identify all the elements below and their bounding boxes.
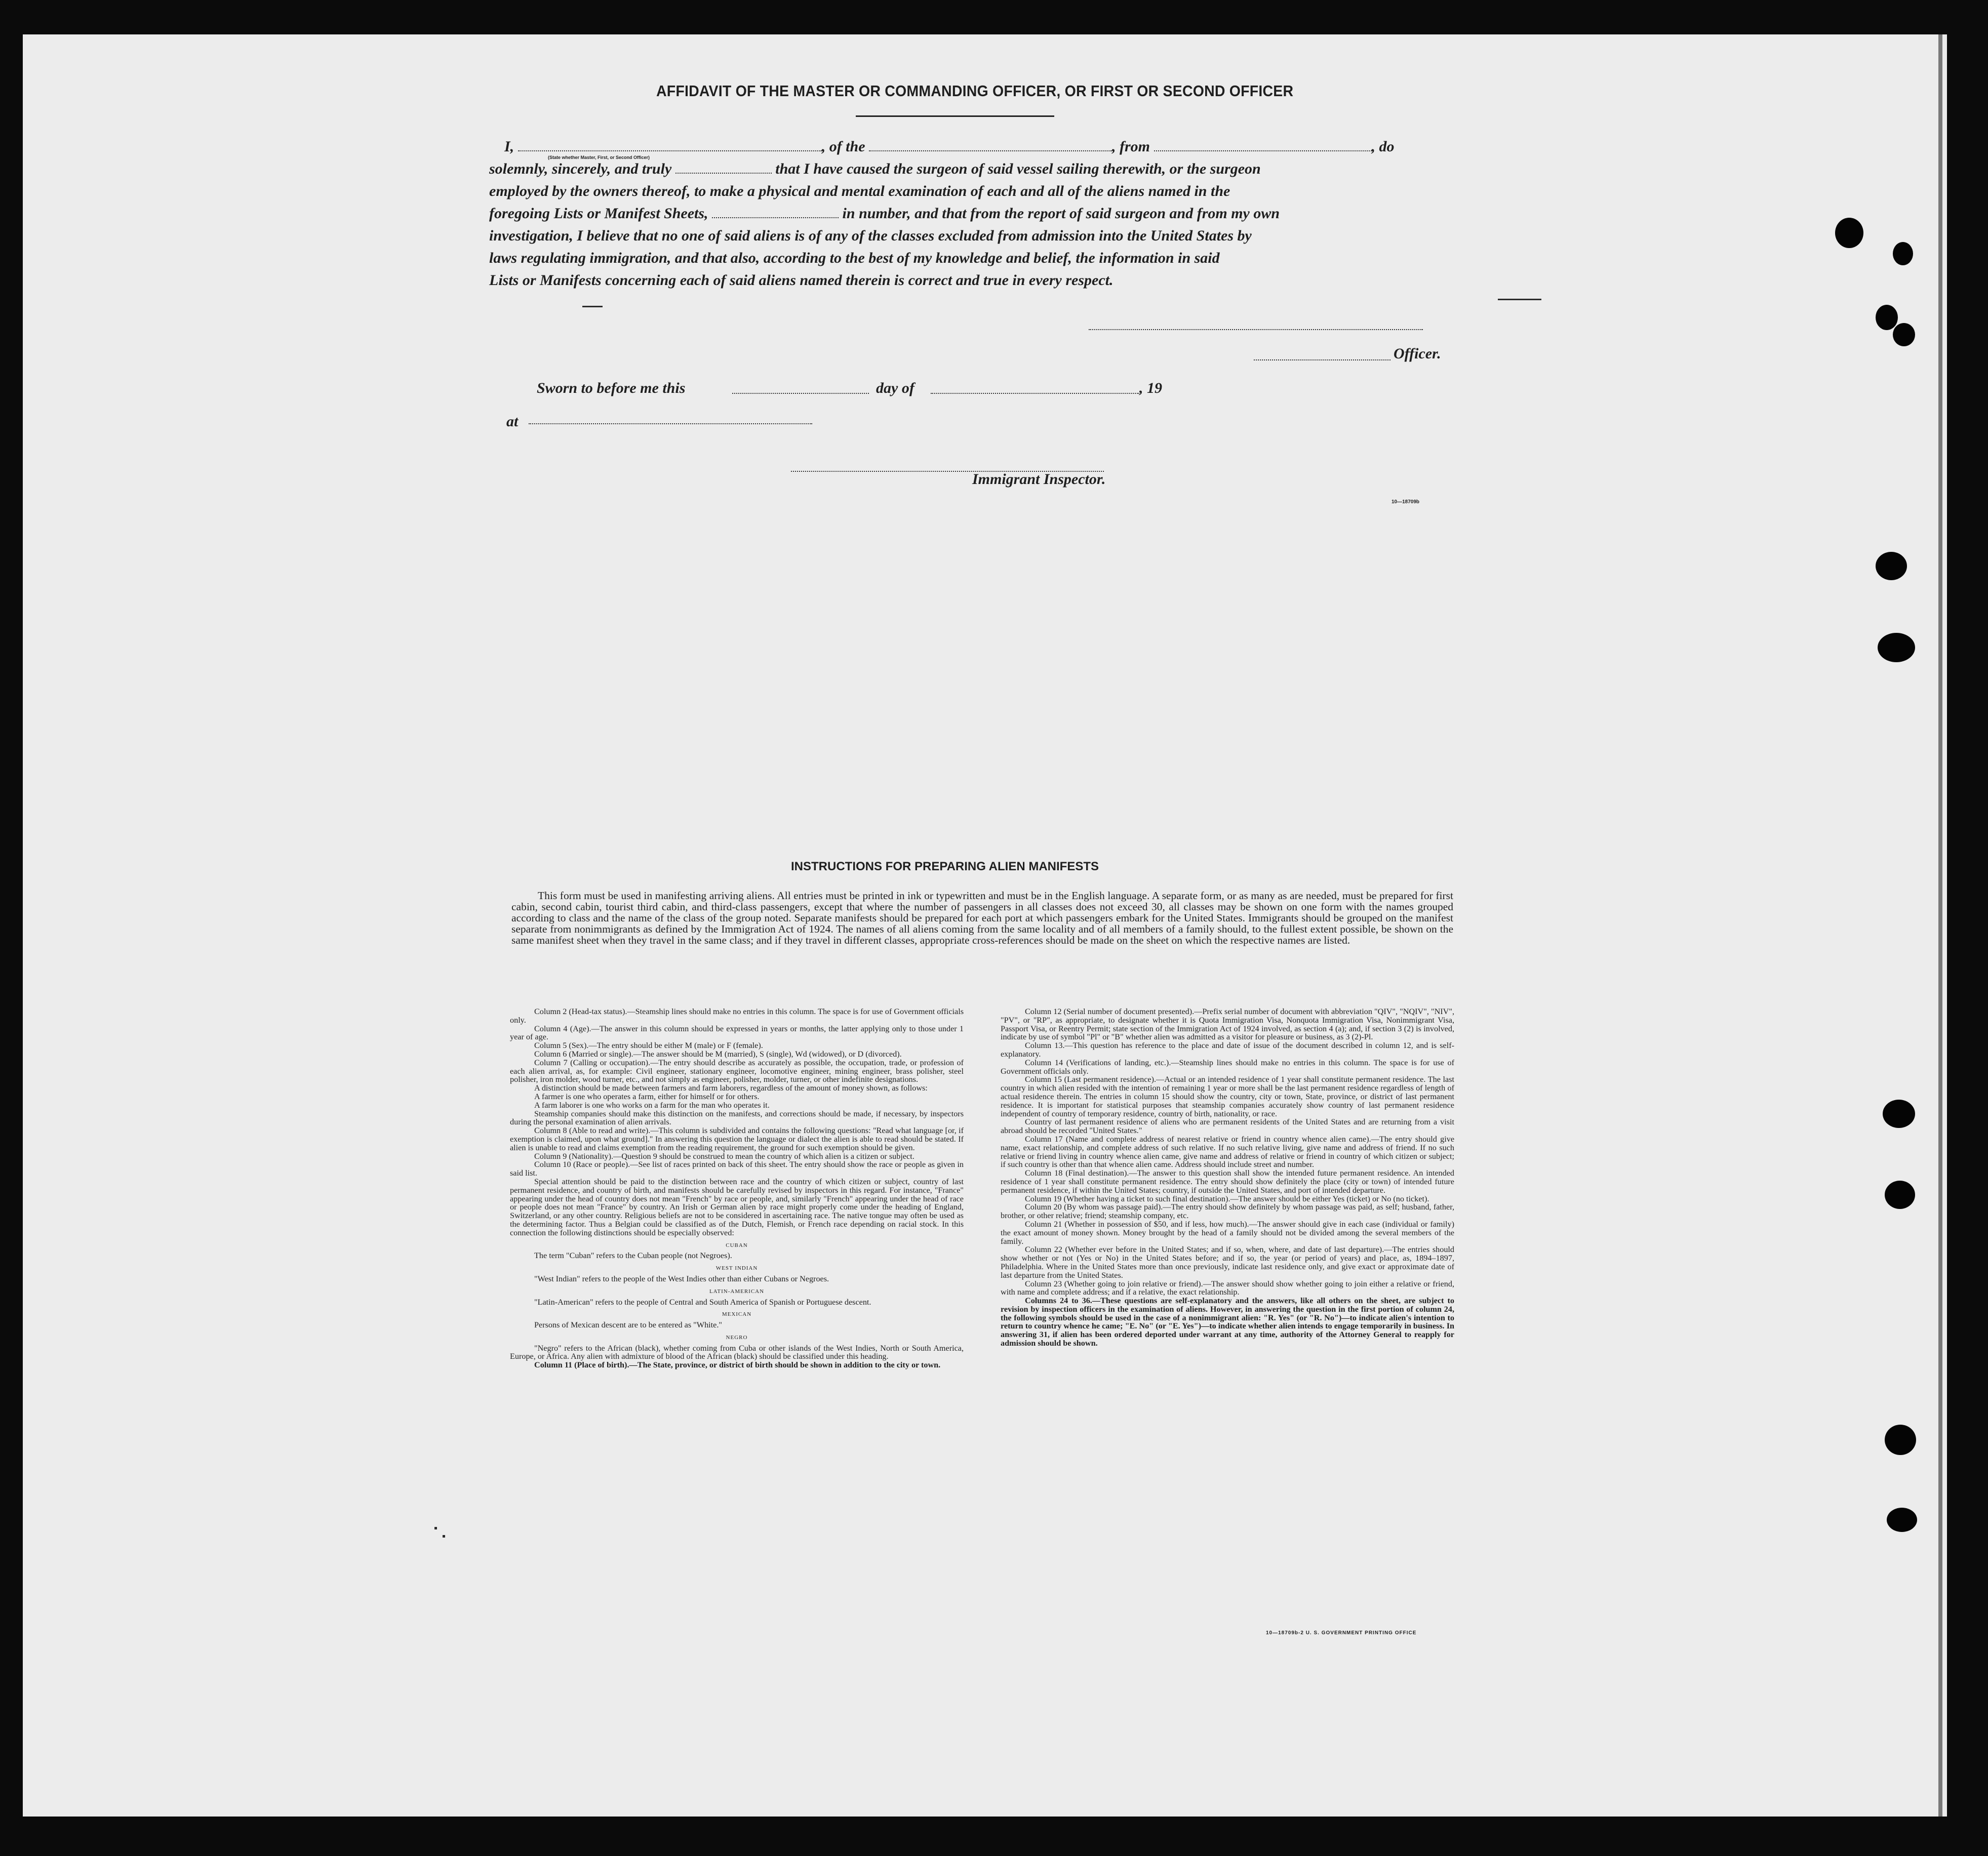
race-heading-negro: NEGRO xyxy=(726,1334,748,1341)
punch-hole xyxy=(1885,1181,1915,1209)
instruction-paragraph: Column 9 (Nationality).—Question 9 should be construed to mean the country of which alien is a citizen or subject. xyxy=(534,1151,915,1161)
race-definition-mexican: Persons of Mexican descent are to be entered as "White." xyxy=(534,1320,723,1330)
punch-hole xyxy=(1883,1100,1915,1128)
instruction-paragraph: Column 6 (Married or single).—The answer should be M (married), S (single), Wd (widowed), or D (divorced). xyxy=(534,1049,902,1059)
instruction-paragraph: Steamship companies should make this distinction on the manifests, and corrections should be made, if necessary, by inspectors during the personal examination of alien arrivals. xyxy=(510,1109,964,1127)
affidavit-title: AFFIDAVIT OF THE MASTER OR COMMANDING OFFICER, OR FIRST OR SECOND OFFICER xyxy=(656,82,1294,100)
sworn-day-field[interactable] xyxy=(732,393,869,394)
instructions-left-column xyxy=(510,1007,964,1369)
officer-label: Officer. xyxy=(1394,345,1441,362)
instruction-paragraph: Special attention should be paid to the distinction between race and the country of which citizen or subject, country of last permanent residence, and country of birth, and manifests should be carefully revised by inspectors in this regard. For instance, "France" appearing under the head of country does not mean "French" by race or people, and, similarly "French" appearing under the head of race or people does not mean "France" by country. An Irish or German alien by race might properly come under the heading of England, Switzerland, or any other country. Religious beliefs are not to be considered in ascertaining race. The native tongue may often be used as the determining factor. Thus a Belgian could be classified as of the Dutch, Flemish, or French race depending on racial stock. In this connection the following distinctions should be especially observed: xyxy=(510,1177,964,1237)
race-heading-cuban: CUBAN xyxy=(726,1242,748,1248)
instruction-paragraph: A farmer is one who operates a farm, either for himself or for others. xyxy=(534,1092,760,1101)
instruction-paragraph: Column 17 (Name and complete address of nearest relative or friend in country whence alien came).—The entry should give name, exact relationship, and complete address of such relative. If no such relative living, give name and address of friend. If no such relative or friend living in country whence alien came, give name and address of relative or friend in country of which citizen or subject; if such country is other than that whence alien came. Address should include street and number. xyxy=(1001,1134,1454,1169)
race-heading-latin-american: LATIN-AMERICAN xyxy=(709,1288,765,1295)
instruction-paragraph: Column 15 (Last permanent residence).—Actual or an intended residence of 1 year shall constitute permanent residence. The last country in which alien resided with the intention of remaining 1 year or more shall be the last permanent residence regardless of length of actual residence therein. The entries in column 15 should show the country, city or town, State, province, or district of last permanent residence. It is important for statistical purposes that steamship companies accurately show country of last permanent residence independent of country of temporary residence, country of birth, nationality, or race. xyxy=(1001,1075,1454,1118)
officer-name-line[interactable] xyxy=(1254,359,1390,360)
ink-mark xyxy=(582,306,603,307)
instructions-title: INSTRUCTIONS FOR PREPARING ALIEN MANIFESTS xyxy=(791,860,1099,873)
affidavit-line: employed by the owners thereof, to make a physical and mental examination of each and all of the aliens named in the xyxy=(489,183,1230,199)
punch-hole xyxy=(1885,1425,1916,1455)
punch-hole xyxy=(1893,323,1915,346)
punch-hole xyxy=(1876,305,1898,330)
instruction-paragraph: Column 20 (By whom was passage paid).—The entry should show definitely by whom passage was paid, as self; husband, father, brother, or other relative; friend; steamship company, etc. xyxy=(1001,1202,1454,1221)
instruction-paragraph: Column 2 (Head-tax status).—Steamship lines should make no entries in this column. The space is for use of Government officials only. xyxy=(510,1007,964,1025)
race-heading-west-indian: WEST INDIAN xyxy=(715,1265,758,1272)
instruction-paragraph: Column 13.—This question has reference to the place and date of issue of the document described in column 12, and is self-explanatory. xyxy=(1001,1041,1454,1059)
race-definition-latin-american: "Latin-American" refers to the people of Central and South America of Spanish or Portuguese descent. xyxy=(534,1297,871,1307)
punch-hole xyxy=(1878,633,1915,662)
affidavit-line: investigation, I believe that no one of said aliens is of any of the classes excluded from admission into the United States by xyxy=(489,227,1252,244)
instruction-paragraph: Column 18 (Final destination).—The answer to this question shall show the intended future permanent residence. An intended residence of 1 year shall constitute permanent residence. The entry should show definitely the place (city or town) of intended future permanent residence, if within the United States; country, if outside the United States, and port of intended departure. xyxy=(1001,1168,1454,1195)
ink-mark xyxy=(1498,299,1541,300)
form-number: 10—18709b xyxy=(1391,499,1420,505)
instruction-paragraph: Column 19 (Whether having a ticket to such final destination).—The answer should be either Yes (ticket) or No (no ticket). xyxy=(1025,1194,1429,1203)
instruction-paragraph: Country of last permanent residence of aliens who are permanent residents of the United States and are returning from a visit abroad should be recorded "United States." xyxy=(1001,1117,1454,1136)
instruction-paragraph: Column 12 (Serial number of document presented).—Prefix serial number of document with abbreviation "QIV", "NQIV", "NIV", "PV", or "RP", as appropriate, to designate whether it is Quota Immigration Visa, Nonquota Immigration Visa, Nonimmigrant Visa, Passport Visa, or Reentry Permit; state section of the Immigration Act of 1924 involved, as section 4 (a); and, if section 3 (2) is involved, indicate by use of symbol "Pl" or "B" whether alien was admitted as a visitor for pleasure or business, as 3 (2)-Pl. xyxy=(1001,1007,1454,1042)
sworn-place-field[interactable] xyxy=(529,423,812,424)
ink-mark xyxy=(434,1527,437,1529)
instruction-paragraph: Column 10 (Race or people).—See list of races printed on back of this sheet. The entry should show the race or people as given in said list. xyxy=(510,1160,964,1178)
instruction-paragraph: Columns 24 to 36.—These questions are self-explanatory and the answers, like all others on the sheet, are subject to revision by inspection officers in the examination of aliens. However, in answering the question in the first portion of column 24, the following symbols should be used in the case of a nonimmigrant alien: "R. Yes" (or "R. No")—to indicate alien's intention to return to country whence he came; "E. No" (or "E. Yes")—to indicate whether alien intends to engage temporarily in business. In answering 31, if alien has been ordered deported under warrant at any time, authority of the Attorney General to reapply for admission should be shown. xyxy=(1001,1296,1454,1348)
affidavit-line: foregoing Lists or Manifest Sheets, in number, and that from the report of said surgeon and from my own xyxy=(489,205,1280,222)
instruction-paragraph: Column 4 (Age).—The answer in this column should be expressed in years or months, the latter applying only to those under 1 year of age. xyxy=(510,1024,964,1042)
punch-hole xyxy=(1835,218,1863,248)
officer-rank-note: (State whether Master, First, or Second Officer) xyxy=(548,155,650,160)
at-label: at xyxy=(506,413,519,430)
instruction-paragraph: A farm laborer is one who works on a farm for the man who operates it. xyxy=(534,1100,770,1110)
instruction-paragraph: Column 11 (Place of birth).—The State, province, or district of birth should be shown in addition to the city or town. xyxy=(534,1360,941,1370)
race-definition-negro: "Negro" refers to the African (black), whether coming from Cuba or other islands of the West Indies, North or South America, Europe, or Africa. Any alien with admixture of blood of the African (black) should be classified under this heading. xyxy=(510,1343,964,1361)
punch-hole xyxy=(1876,552,1907,580)
instruction-paragraph: Column 14 (Verifications of landing, etc.).—Steamship lines should make no entries in this column. The space is for use of Government officials only. xyxy=(1001,1058,1454,1076)
instructions-intro: This form must be used in manifesting arriving aliens. All entries must be printed in ink or typewritten and must be in the English language. A separate form, or as many as are needed, must be prepared for first cabin, second cabin, tourist third cabin, and third-class passengers, except that where the number of passengers in all classes does not exceed 30, all classes may be shown on one form with the names grouped according to class and the name of the class of the group noted. Separate manifests should be prepared for each port at which passengers embark for the United States. Immigrants should be grouped on the manifest separate from nonimmigrants as defined by the Immigration Act of 1924. The names of all aliens coming from the same locality and of all members of a family should, to the fullest extent possible, be shown on the same manifest sheet when they travel in the same class; and if they travel in different classes, appropriate cross-references should be made on the sheet on which the respective names are listed. xyxy=(511,890,1453,946)
instruction-paragraph: Column 5 (Sex).—The entry should be either M (male) or F (female). xyxy=(534,1041,763,1051)
race-definition-west-indian: "West Indian" refers to the people of the West Indies other than either Cubans or Negroes. xyxy=(534,1274,829,1283)
sworn-text: Sworn to before me this xyxy=(537,380,686,396)
year-prefix: , 19 xyxy=(1139,380,1162,396)
port-from-field[interactable] xyxy=(1154,138,1372,151)
affidavit-line: solemnly, sincerely, and truly that I have caused the surgeon of said vessel sailing therewith, or the surgeon xyxy=(489,160,1261,177)
vessel-name-field[interactable] xyxy=(869,138,1112,151)
affidavit-text xyxy=(489,136,1448,292)
title-underline xyxy=(856,115,1054,117)
oath-form-field[interactable] xyxy=(675,160,772,174)
race-definition-cuban: The term "Cuban" refers to the Cuban people (not Negroes). xyxy=(534,1251,732,1261)
punch-hole xyxy=(1887,1508,1917,1532)
officer-rank-field[interactable] xyxy=(518,138,822,151)
instruction-paragraph: Column 23 (Whether going to join relative or friend).—The answer should show whether going to join either a relative or friend, with name and complete address; and if a relative, the exact relationship. xyxy=(1001,1279,1454,1297)
instructions-right-column xyxy=(1001,1007,1454,1348)
inspector-label: Immigrant Inspector. xyxy=(972,471,1106,488)
instruction-paragraph: Column 7 (Calling or occupation).—The entry should describe as accurately as possible, the occupation, trade, or profession of each alien arrival, as, for example: Civil engineer, stationary engineer, locomotive engineer, mining engineer, brass polisher, steel polisher, iron molder, wood turner, etc., and not simply as engineer, polisher, molder, turner, or other indefinite designations. xyxy=(510,1058,964,1084)
instruction-paragraph: Column 22 (Whether ever before in the United States; and if so, when, where, and date of last departure).—The entries should show whether or not (Yes or No) in the United States before; and if so, the year (or period of years) and place, as, 1894–1897, Philadelphia. Where in the United States more than once previously, indicate last residence only, and give exact or approximate date of last departure from the United States. xyxy=(1001,1245,1454,1280)
page-edge xyxy=(1938,34,1942,1817)
instruction-paragraph: A distinction should be made between farmers and farm laborers, regardless of the amount of money shown, as follows: xyxy=(534,1083,928,1093)
affidavit-line: laws regulating immigration, and that also, according to the best of my knowledge and belief, the information in said xyxy=(489,250,1220,266)
day-of-text: day of xyxy=(876,380,915,396)
race-heading-mexican: MEXICAN xyxy=(722,1311,752,1318)
sheet-count-field[interactable] xyxy=(712,205,839,218)
officer-signature-line[interactable] xyxy=(1089,329,1423,330)
sworn-month-field[interactable] xyxy=(931,393,1139,394)
affidavit-line: I, , of the , from , do xyxy=(504,138,1395,155)
punch-hole xyxy=(1893,242,1913,265)
affidavit-line: Lists or Manifests concerning each of said aliens named therein is correct and true in every respect. xyxy=(489,272,1114,289)
instruction-paragraph: Column 21 (Whether in possession of $50, and if less, how much).—The answer should give in each case (individual or family) the exact amount of money shown. Money brought by the head of a family should not be divided among the several members of the family. xyxy=(1001,1219,1454,1246)
printing-office-footer: 10—18709b-2 U. S. GOVERNMENT PRINTING OFFICE xyxy=(1266,1630,1417,1636)
instruction-paragraph: Column 8 (Able to read and write).—This column is subdivided and contains the following questions: "Read what language [or, if exemption is claimed, upon what ground]." In answering this question the language or dialect the alien is able to read should be stated. If alien is unable to read and claims exemption from the reading requirement, the ground for such exemption should be given. xyxy=(510,1126,964,1152)
ink-mark xyxy=(443,1535,445,1538)
